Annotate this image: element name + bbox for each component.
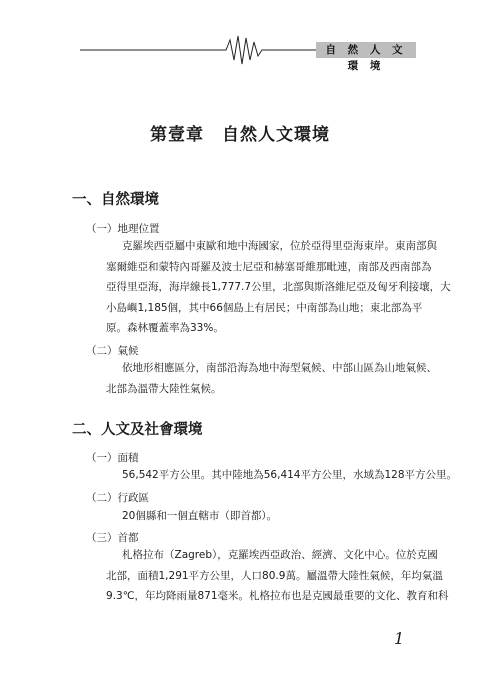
text-line: 北部，面積1,291平方公里，人口80.9萬。屬溫帶大陸性氣候，年均氣溫	[106, 569, 443, 582]
subsection-label-administrative-division: （二）行政區	[86, 492, 149, 504]
text-line: 亞得里亞海，海岸線長1,777.7公里，北部與斯洛維尼亞及匈牙利接壤，大	[106, 281, 451, 293]
subsection-label-area: （一）面積	[86, 452, 139, 464]
text-line: 9.3℃，年均降雨量871毫米。札格拉布也是克國最重要的文化、教育和科	[106, 590, 449, 602]
text-line: 小島嶼1,185個，其中66個島上有居民；中南部為山地；東北部為平	[106, 301, 423, 314]
paragraph-capital	[106, 545, 449, 607]
paragraph-climate	[106, 358, 437, 399]
running-header	[80, 30, 416, 70]
section-heading-human-social-environment: 二、人文及社會環境	[72, 421, 203, 438]
subsection-label-capital: （三）首都	[86, 532, 139, 544]
running-header-label: 自 然 人 文 環 境	[316, 42, 416, 58]
text-line: 20個縣和一個直轄市（即首都）。	[122, 510, 278, 522]
subsection-label-geographic-location: （一）地理位置	[86, 223, 160, 235]
text-line: 依地形相應區分，南部沿海為地中海型氣候、中部山區為山地氣候、	[122, 362, 437, 374]
paragraph-geographic-location	[106, 236, 451, 339]
text-line: 塞爾維亞和蒙特內哥羅及波士尼亞和赫塞哥維那毗連，南部及西南部為	[106, 260, 432, 273]
paragraph-administrative-division	[106, 506, 416, 527]
paragraph-area	[106, 465, 458, 486]
section-heading-natural-environment: 一、自然環境	[72, 191, 159, 208]
text-line: 北部為溫帶大陸性氣候。	[106, 382, 222, 395]
text-line: 札格拉布（Zagreb），克羅埃西亞政治、經濟、文化中心。位於克國	[122, 549, 438, 561]
text-line: 56,542平方公里。其中陸地為56,414平方公里，水域為128平方公里。	[122, 469, 458, 481]
text-line: 克羅埃西亞屬中東歐和地中海國家，位於亞得里亞海東岸。東南部與	[122, 240, 437, 252]
page-number: 1	[394, 629, 405, 648]
chapter-title: 第壹章 自然人文環境	[150, 125, 330, 145]
text-line: 原。森林覆蓋率為33%。	[106, 322, 224, 334]
subsection-label-climate: （二）氣候	[86, 345, 139, 357]
